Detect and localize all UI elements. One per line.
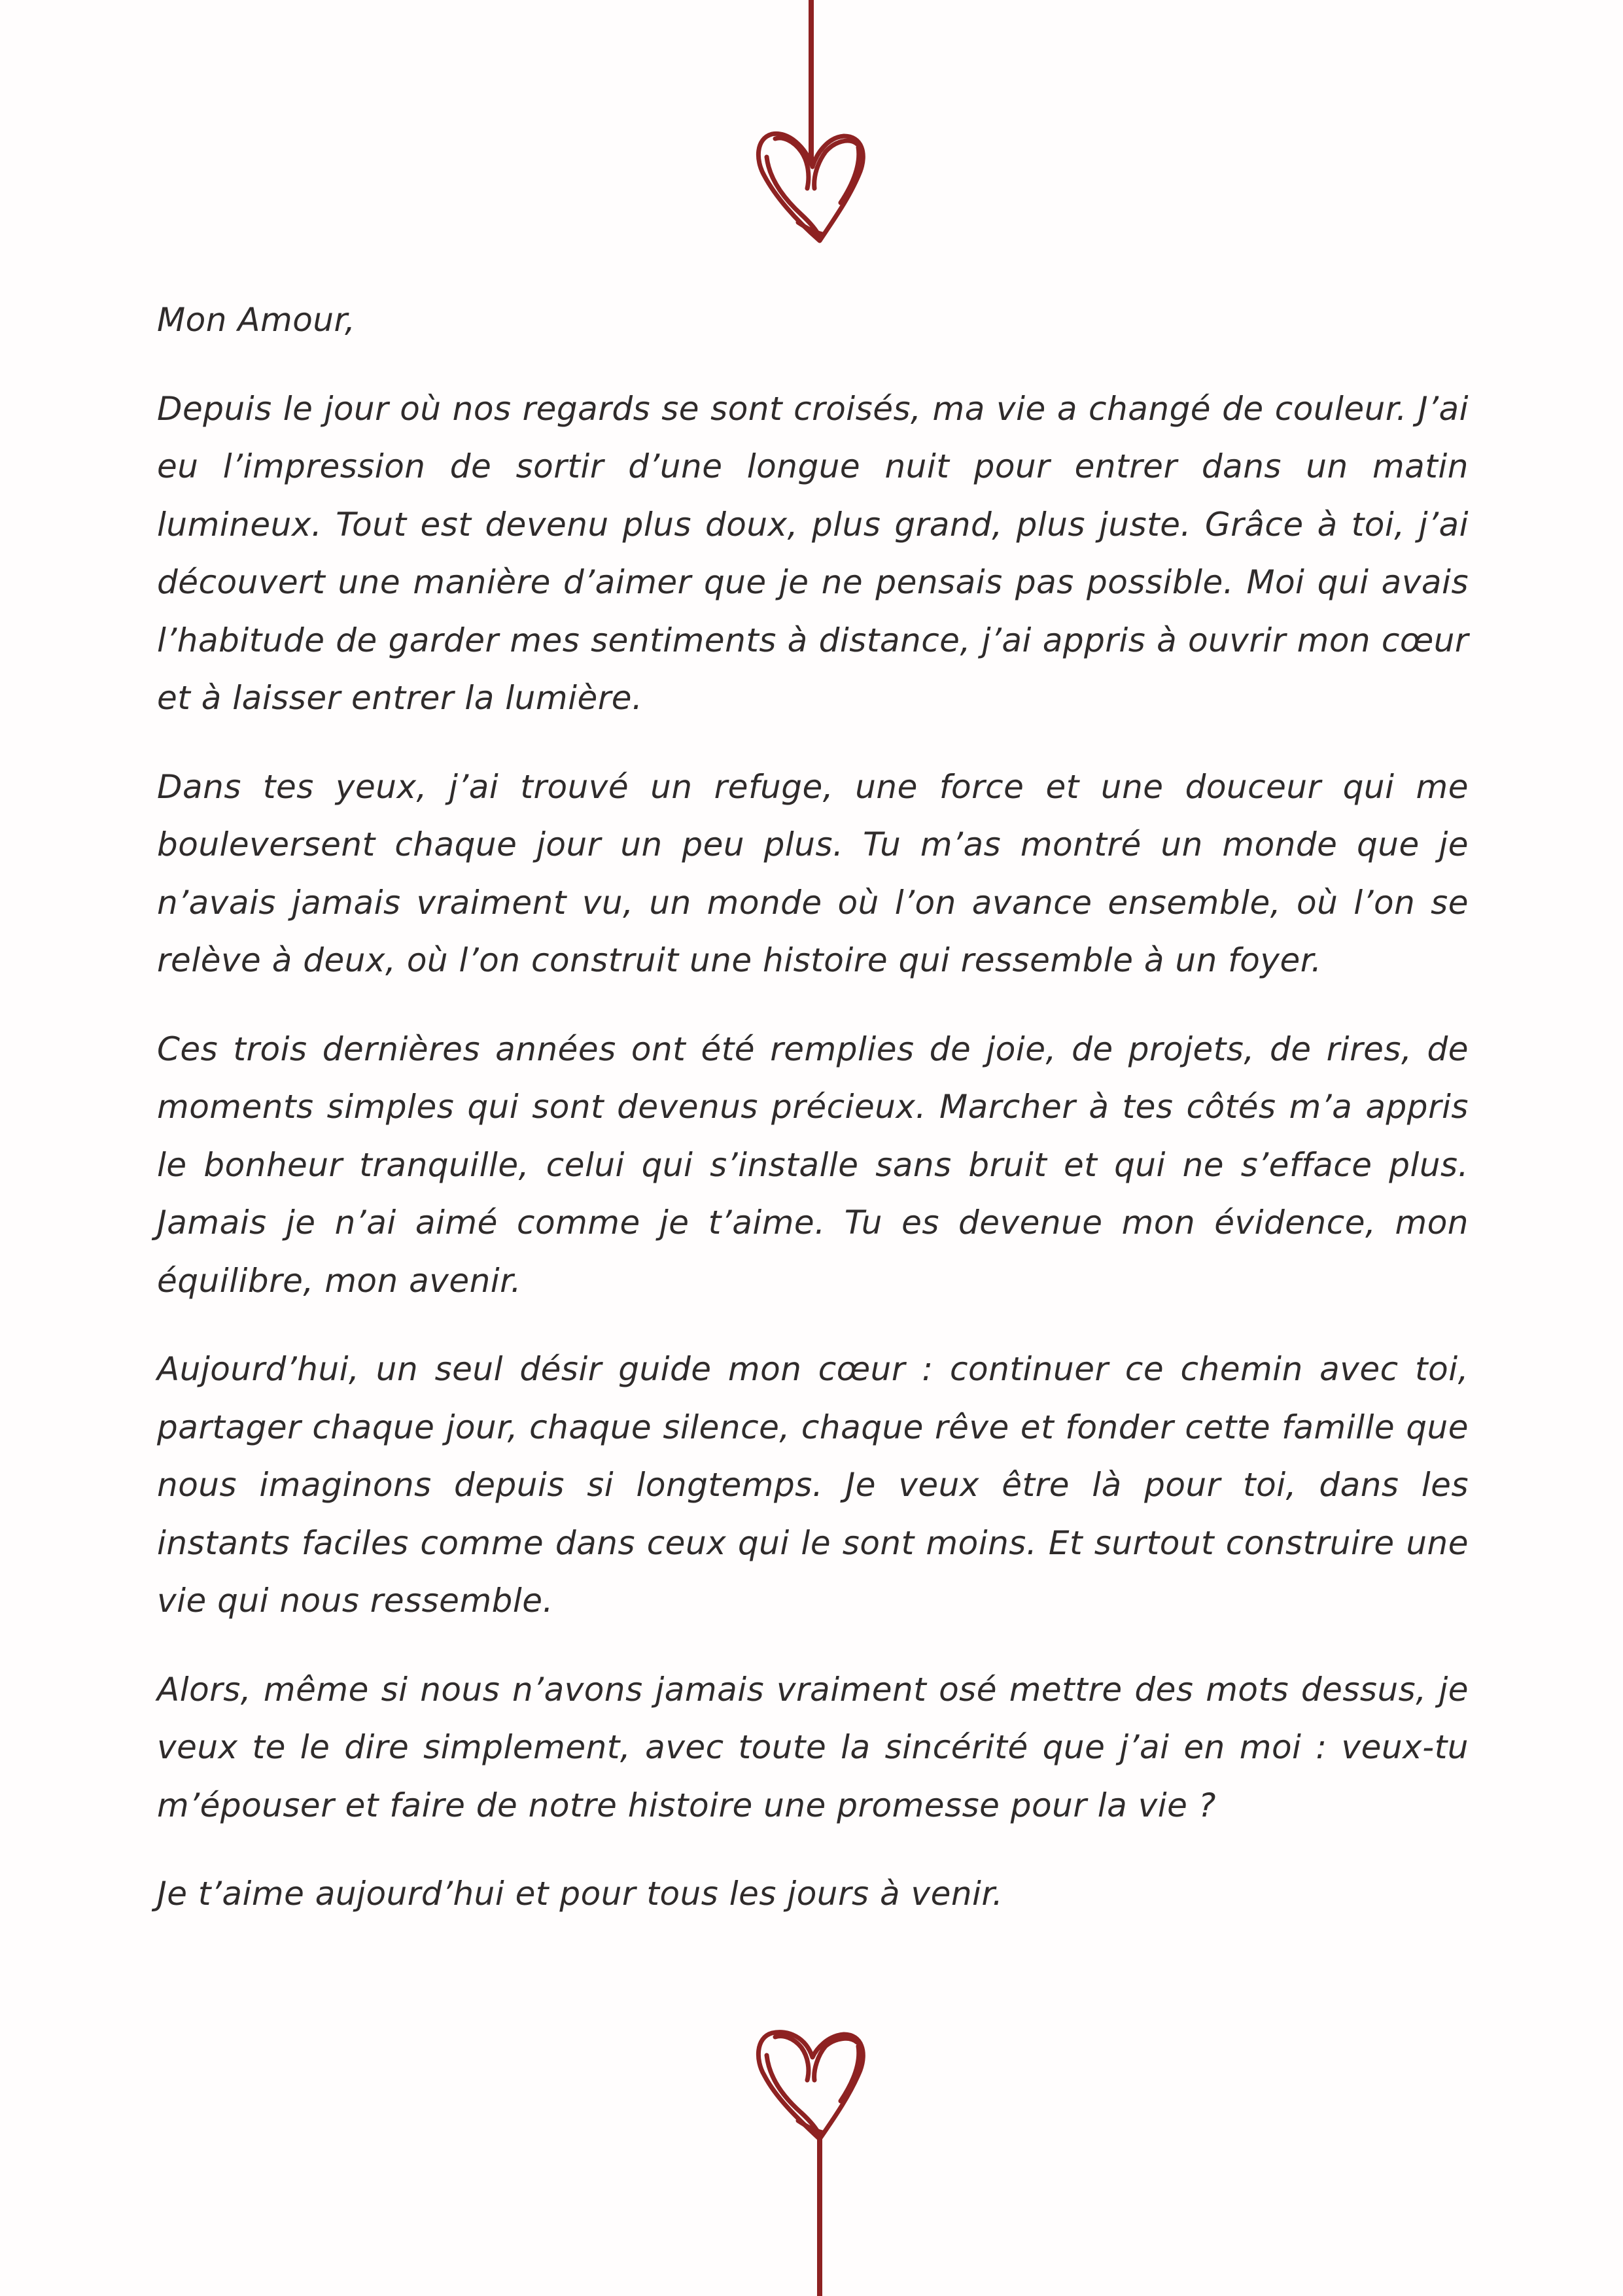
paragraph-1: Depuis le jour où nos regards se sont croisés, ma vie a changé de couleur. J’ai eu l’impression de sortir d’une longue nuit pour entrer dans un matin lumineux. Tout est devenu plus doux, plus grand, plus juste. Grâce à toi, j’ai découvert une manière d’aimer que je ne pensais pas possible. Moi qui avais l’habitude de garder mes sentiments à distance, j’ai appris à ouvrir mon cœur et à laisser entrer la lumière. xyxy=(157,389,1469,717)
closing-line: Je t’aime aujourd’hui et pour tous les jours à venir. xyxy=(157,1875,1003,1913)
hanging-heart-icon xyxy=(0,0,1623,249)
heart-on-stem-icon xyxy=(0,2008,1623,2296)
paragraph-2: Dans tes yeux, j’ai trouvé un refuge, une force et une douceur qui me bouleversent chaque jour un peu plus. Tu m’as montré un monde que je n’avais jamais vraiment vu, un monde où l’on avance ensemble, où l’on se relève à deux, où l’on construit une histoire qui ressemble à un foyer. xyxy=(157,767,1469,979)
top-heart-decoration xyxy=(0,0,1623,249)
salutation: Mon Amour, xyxy=(157,301,356,339)
love-letter xyxy=(157,291,1469,1954)
bottom-heart-decoration xyxy=(0,2008,1623,2296)
paragraph-3: Ces trois dernières années ont été remplies de joie, de projets, de rires, de moments simples qui sont devenus précieux. Marcher à tes côtés m’a appris le bonheur tranquille, celui qui s’installe sans bruit et qui ne s’efface plus. Jamais je n’ai aimé comme je t’aime. Tu es devenue mon évidence, mon équilibre, mon avenir. xyxy=(157,1030,1469,1300)
paragraph-4: Aujourd’hui, un seul désir guide mon cœur : continuer ce chemin avec toi, partager chaque jour, chaque silence, chaque rêve et fonder cette famille que nous imaginons depuis si longtemps. Je veux être là pour toi, dans les instants faciles comme dans ceux qui le sont moins. Et surtout construire une vie qui nous ressemble. xyxy=(157,1350,1469,1620)
paragraph-5: Alors, même si nous n’avons jamais vraiment osé mettre des mots dessus, je veux te le dire simplement, avec toute la sincérité que j’ai en moi : veux-tu m’épouser et faire de notre histoire une promesse pour la vie ? xyxy=(157,1670,1469,1824)
